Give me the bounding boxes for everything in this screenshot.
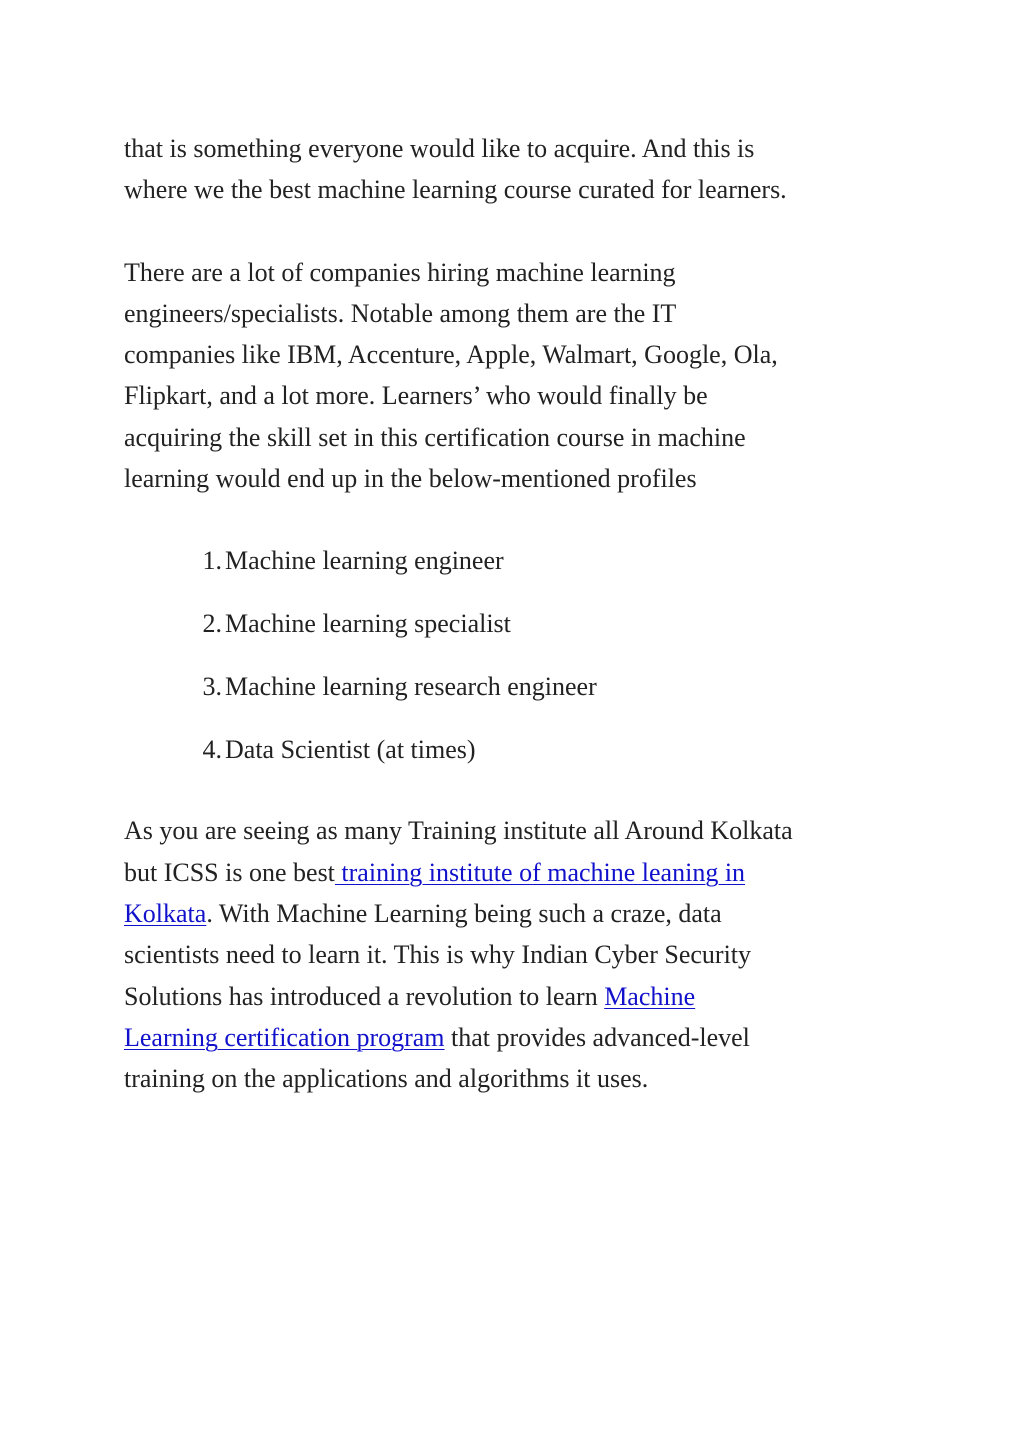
paragraph-text: Solutions has introduced a revolution to learn xyxy=(124,981,605,1011)
list-item xyxy=(124,540,924,603)
paragraph-text: . With Machine Learning being such a craze, data xyxy=(206,898,722,928)
list-item-label: Machine learning specialist xyxy=(225,609,511,639)
paragraph-line: that is something everyone would like to acquire. And this is xyxy=(124,134,755,163)
companies-paragraph xyxy=(124,252,924,500)
paragraph-line: companies like IBM, Accenture, Apple, Walmart, Google, Ola, xyxy=(124,340,778,370)
list-item xyxy=(124,729,924,792)
paragraph-spacer xyxy=(124,792,924,810)
paragraph-text: but ICSS is one best xyxy=(124,857,335,887)
list-item-label: Machine learning research engineer xyxy=(225,672,597,702)
paragraph-line xyxy=(124,893,924,934)
list-item-number: 3. xyxy=(202,672,222,702)
list-item-label: Data Scientist (at times) xyxy=(225,735,476,765)
list-item-number: 1. xyxy=(202,546,222,576)
paragraph-spacer xyxy=(124,499,924,540)
list-item-number: 2. xyxy=(202,609,222,639)
paragraph-line: As you are seeing as many Training institute all Around Kolkata xyxy=(124,816,793,846)
paragraph-line: engineers/specialists. Notable among them are the IT xyxy=(124,298,677,328)
icss-paragraph xyxy=(124,810,924,1099)
paragraph-line: Flipkart, and a lot more. Learners’ who would finally be xyxy=(124,381,708,411)
paragraph-line: There are a lot of companies hiring machine learning xyxy=(124,257,676,287)
paragraph-line: scientists need to learn it. This is why Indian Cyber Security xyxy=(124,940,752,970)
ml-certification-link-continued[interactable]: Learning certification program xyxy=(124,1022,445,1052)
training-institute-link[interactable]: training institute of machine leaning in xyxy=(334,857,746,887)
paragraph-line: where we the best machine learning course curated for learners. xyxy=(124,175,787,205)
paragraph-line: learning would end up in the below-mentioned profiles xyxy=(124,464,697,494)
list-item-label: Machine learning engineer xyxy=(225,546,504,576)
list-item-number: 4. xyxy=(202,735,222,765)
intro-paragraph xyxy=(124,128,924,211)
paragraph-line xyxy=(124,852,924,893)
ml-certification-link[interactable]: Machine xyxy=(604,981,696,1011)
paragraph-text: that provides advanced-level xyxy=(444,1022,750,1052)
paragraph-line xyxy=(124,1017,924,1058)
paragraph-line: acquiring the skill set in this certification course in machine xyxy=(124,422,746,452)
paragraph-line xyxy=(124,976,924,1017)
document-page xyxy=(124,128,924,1099)
profiles-list xyxy=(124,540,924,792)
training-institute-link-continued[interactable]: Kolkata xyxy=(124,898,207,928)
list-item xyxy=(124,603,924,666)
paragraph-spacer xyxy=(124,211,924,252)
list-item xyxy=(124,666,924,729)
paragraph-line: training on the applications and algorithms it uses. xyxy=(124,1064,649,1094)
